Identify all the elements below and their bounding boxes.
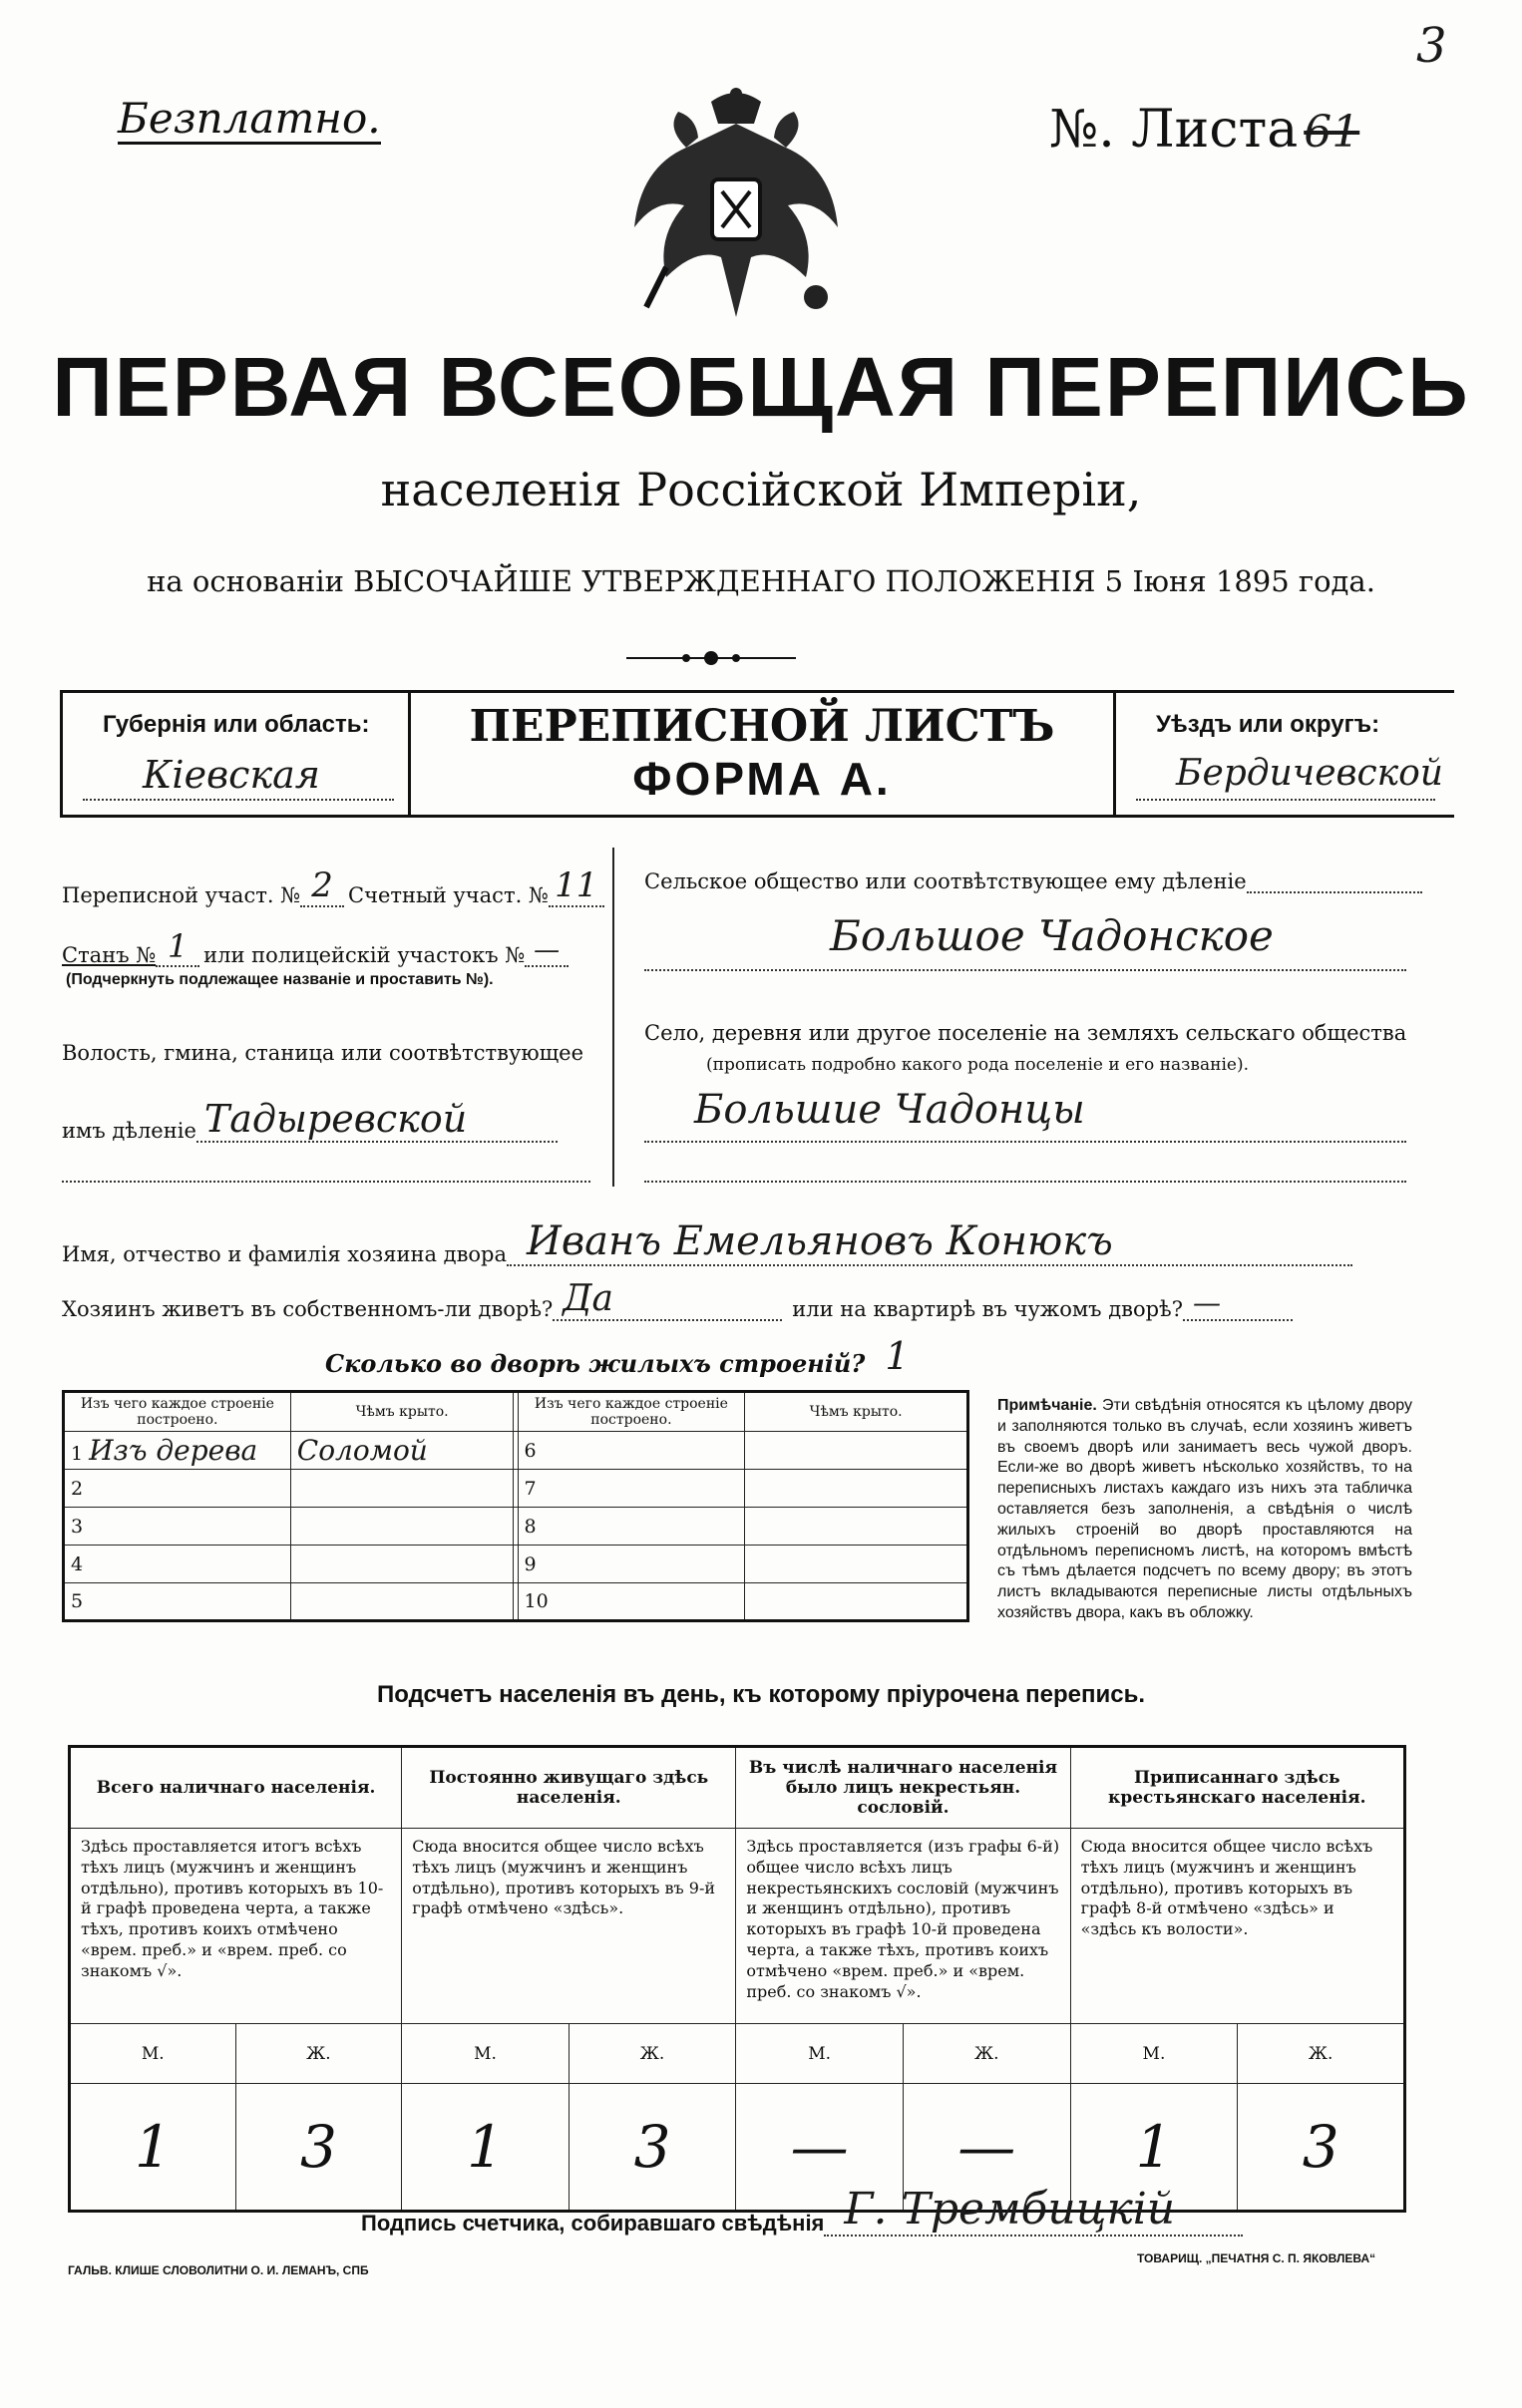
material-cell[interactable]: 5 [64, 1583, 291, 1621]
roof-cell[interactable] [290, 1508, 514, 1546]
ornament-divider [626, 648, 796, 668]
material-cell: Изъ дерева [89, 1434, 258, 1467]
sheet-number-label: №. Листа [1049, 100, 1299, 160]
total-female-cell[interactable]: 3 [235, 2084, 402, 2212]
female-header: Ж. [569, 2024, 736, 2084]
page-subtitle: населенія Россійской Имперіи, [380, 463, 1142, 516]
society-field[interactable]: Большое Чадонское [644, 911, 1406, 971]
owner-name-label: Имя, отчество и фамилія хозяина двора [62, 1242, 508, 1266]
male-header: М. [402, 2024, 570, 2084]
owner-name-field[interactable]: Иванъ Емельяновъ Конюкъ [507, 1218, 1352, 1266]
district-field[interactable]: Бердичевской [1136, 753, 1435, 801]
male-header: М. [70, 2024, 236, 2084]
pop-col-title-2: Постоянно живущаго здѣсь населенія. [402, 1747, 736, 1829]
roof-cell[interactable] [745, 1508, 968, 1546]
province-box [60, 693, 411, 815]
note-text: Эти свѣдѣнія относятся къ цѣлому двору и заполняются только въ случаѣ, если хозяинъ живетъ въ своемъ дворѣ или занимаетъ весь чужой дворъ. Если-же во дворѣ живетъ нѣсколько хозяйствъ, то на переписныхъ листахъ каждаго изъ нихъ эта табличка оставляется безъ заполненія, а свѣдѣнія о числѣ жилыхъ строеній во дворѣ проставляются на отдѣльномъ переписномъ листѣ, на которомъ вмѣстѣ съ тѣмъ дѣлается подсчетъ по всему двору; въ этотъ листъ вкладываются переписные листы отдѣльныхъ хозяйствъ двора, какъ въ обложку. [997, 1397, 1412, 1621]
province-label: Губернія или область: [103, 711, 370, 738]
census-area-field[interactable]: 2 [300, 865, 344, 907]
roof-cell[interactable] [290, 1546, 514, 1583]
roof-cell[interactable] [745, 1432, 968, 1470]
female-header: Ж. [903, 2024, 1070, 2084]
section-divider [612, 848, 614, 1187]
note-block [997, 1396, 1412, 1624]
village-label: Село, деревня или другое поселеніе на земляхъ сельскаго общества [644, 1021, 1407, 1045]
male-header: М. [736, 2024, 904, 2084]
stan-row [62, 927, 569, 967]
signature-field[interactable]: Г. Трембицкій [824, 2184, 1243, 2236]
census-area-row [62, 865, 604, 907]
own-yard-label: Хозяинъ живетъ въ собственномъ-ли дворѣ? [62, 1297, 554, 1321]
owner-row [62, 1218, 1352, 1266]
corner-mark: 3 [1416, 18, 1447, 74]
district-label: Уѣздъ или округъ: [1156, 711, 1380, 738]
pop-col-title-3: Въ числѣ наличнаго населенія было лицъ некрестьян. сословій. [736, 1747, 1070, 1829]
imperial-eagle-emblem [626, 88, 846, 333]
table-row: 1 Изъ дерева Соломой 6 [64, 1432, 968, 1470]
sheet-number [1049, 100, 1359, 160]
material-cell[interactable]: 2 [64, 1470, 291, 1508]
table-row [64, 1546, 968, 1583]
count-area-field[interactable]: 11 [549, 865, 604, 907]
female-header: Ж. [235, 2024, 402, 2084]
footer-right: ТОВАРИЩ. „ПЕЧАТНЯ С. П. ЯКОВЛЕВА“ [1137, 2251, 1376, 2265]
roof-cell[interactable] [290, 1583, 514, 1621]
roof-cell[interactable] [745, 1583, 968, 1621]
district-box [1113, 693, 1454, 815]
province-field[interactable]: Кіевская [83, 753, 394, 801]
signature-row [361, 2184, 1243, 2236]
village-note: (прописать подробно какого рода поселеніе и его названіе). [706, 1055, 1249, 1075]
stan-field[interactable]: 1 [156, 927, 199, 967]
pop-col-desc-2: Сюда вносится общее число всѣхъ тѣхъ лицъ (мужчинъ и женщинъ отдѣльно), противъ которыхъ въ 9-й графѣ отмѣчено «здѣсь». [402, 1829, 736, 2024]
registered-female-cell[interactable]: 3 [1238, 2084, 1405, 2212]
pop-col-desc-4: Сюда вносится общее число всѣхъ тѣхъ лицъ (мужчинъ и женщинъ отдѣльно), противъ которыхъ въ графѣ 8-й отмѣчено «здѣсь» и «здѣсь къ волости». [1070, 1829, 1404, 2024]
volost-label-2: имъ дѣленіе [62, 1119, 196, 1143]
table-row [64, 1508, 968, 1546]
total-male-cell[interactable]: 1 [70, 2084, 236, 2212]
pop-col-desc-1: Здѣсь проставляется итогъ всѣхъ тѣхъ лицъ (мужчинъ и женщинъ отдѣльно), противъ которыхъ въ 10-й графѣ проведена черта, а также тѣхъ, противъ коихъ отмѣчено «врем. преб.» и «врем. преб. со знакомъ √». [70, 1829, 402, 2024]
material-cell[interactable]: 4 [64, 1546, 291, 1583]
material-cell[interactable]: 8 [518, 1508, 745, 1546]
col-roof: Чѣмъ крыто. [290, 1392, 514, 1432]
page-title: ПЕРВАЯ ВСЕОБЩАЯ ПЕРЕПИСЬ [52, 340, 1470, 434]
col-material-2: Изъ чего каждое строеніе построено. [518, 1392, 745, 1432]
buildings-table [62, 1390, 969, 1622]
material-cell[interactable]: 9 [518, 1546, 745, 1583]
col-roof-2: Чѣмъ крыто. [745, 1392, 968, 1432]
roof-cell[interactable] [745, 1546, 968, 1583]
stan-note: (Подчеркнуть подлежащее названіе и проставить №). [66, 971, 494, 988]
female-header: Ж. [1238, 2024, 1405, 2084]
village-extra-line[interactable] [644, 1147, 1406, 1183]
form-title: ПЕРЕПИСНОЙ ЛИСТЪ [469, 701, 1055, 752]
pop-col-title-1: Всего наличнаго населенія. [70, 1747, 402, 1829]
noncrest-female-cell[interactable]: — [903, 2084, 1070, 2212]
material-cell[interactable]: 6 [518, 1432, 745, 1470]
buildings-count-field[interactable]: 1 [885, 1334, 910, 1378]
sheet-number-value: 61 [1304, 107, 1360, 158]
society-label: Сельское общество или соотвѣтствующее ему дѣленіе [644, 869, 1247, 893]
volost-field[interactable]: Тадыревской [196, 1097, 558, 1143]
material-cell[interactable]: 10 [518, 1583, 745, 1621]
roof-cell[interactable] [290, 1470, 514, 1508]
noncrest-male-cell[interactable]: — [736, 2084, 904, 2212]
society-row [644, 869, 1422, 893]
form-name: ФОРМА А. [632, 753, 892, 805]
rent-field[interactable]: — [1183, 1286, 1293, 1321]
yard-row [62, 1278, 1293, 1321]
table-row [64, 1470, 968, 1508]
volost-label: Волость, гмина, станица или соотвѣтствующее [62, 1041, 584, 1065]
table-row [64, 1583, 968, 1621]
volost-row [62, 1097, 558, 1143]
own-yard-field[interactable]: Да [553, 1278, 782, 1321]
buildings-count-label: Сколько во дворѣ жилыхъ строеній? [325, 1349, 866, 1378]
count-area-label: Счетный участ. № [348, 883, 549, 907]
roof-cell[interactable]: Соломой [290, 1432, 514, 1470]
volost-extra-line[interactable] [62, 1147, 590, 1183]
free-label: Безплатно. [118, 96, 381, 145]
stan-label: Станъ № [62, 943, 157, 967]
roof-cell[interactable] [745, 1470, 968, 1508]
registered-male-cell[interactable]: 1 [1070, 2084, 1238, 2212]
police-label: или полицейскій участокъ № [203, 943, 526, 967]
pop-col-desc-3: Здѣсь проставляется (изъ графы 6-й) общее число всѣхъ лицъ некрестьянскихъ сословій (мужчинъ и женщинъ отдѣльно), противъ которыхъ въ графѣ 10-й проведена черта, а также тѣхъ, противъ коихъ отмѣчено «врем. преб.» и «врем. преб. со знакомъ √». [736, 1829, 1070, 2024]
form-title-box [411, 693, 1113, 815]
police-field[interactable]: — [525, 935, 569, 967]
legal-basis: на основаніи ВЫСОЧАЙШЕ УТВЕРЖДЕННАГО ПОЛОЖЕНІЯ 5 Іюня 1895 года. [147, 564, 1375, 598]
form-band [60, 690, 1454, 818]
note-title: Примѣчаніе. [997, 1397, 1097, 1414]
rent-label: или на квартирѣ въ чужомъ дворѣ? [792, 1297, 1183, 1321]
resident-female-cell[interactable]: 3 [569, 2084, 736, 2212]
census-area-label: Переписной участ. № [62, 883, 301, 907]
material-cell[interactable]: 7 [518, 1470, 745, 1508]
material-cell[interactable]: 3 [64, 1508, 291, 1546]
resident-male-cell[interactable]: 1 [402, 2084, 570, 2212]
buildings-count-row [325, 1334, 910, 1378]
population-table [68, 1745, 1406, 2213]
pop-col-title-4: Приписаннаго здѣсь крестьянскаго населенія. [1070, 1747, 1404, 1829]
footer-left: ГАЛЬВ. КЛИШЕ СЛОВОЛИТНИ О. И. ЛЕМАНЪ, СПБ [68, 2263, 369, 2277]
population-heading: Подсчетъ населенія въ день, къ которому пріурочена перепись. [377, 1681, 1145, 1708]
village-field[interactable]: Большие Чадонцы [644, 1087, 1406, 1143]
society-dots [1247, 871, 1422, 893]
signature-label: Подпись счетчика, собиравшаго свѣдѣнія [361, 2211, 825, 2236]
col-material: Изъ чего каждое строеніе построено. [64, 1392, 291, 1432]
male-header: М. [1070, 2024, 1238, 2084]
